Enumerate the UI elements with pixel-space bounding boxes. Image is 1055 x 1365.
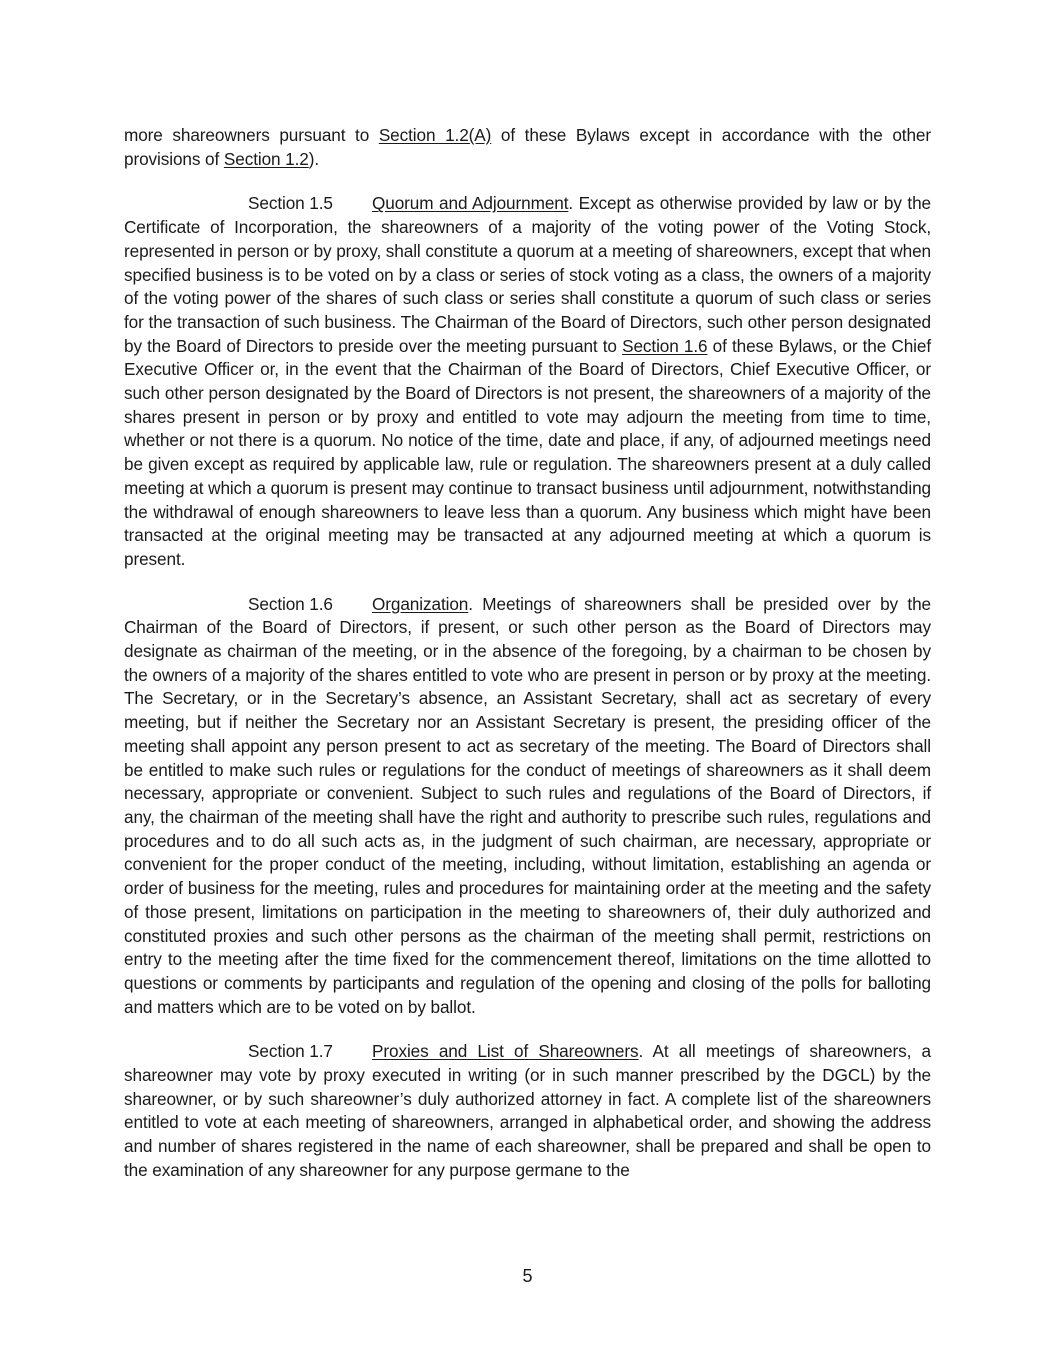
section-reference-link: Section 1.2 [223,148,309,169]
section-1-7-paragraph [124,1040,931,1182]
section-body-text: . Meetings of shareowners shall be presided over by the Chairman of the Board of Directors, if present, or such other person as the Board of Directors may designate as chairman of the meeting, or in the absence of the foregoing, by a chairman to be chosen by the owners of a majority of the shares entitled to vote who are present in person or by proxy at the meeting. The Secretary, or in the Secretary’s absence, an Assistant Secretary, shall act as secretary of every meeting, but if neither the Secretary nor an Assistant Secretary is present, the presiding officer of the meeting shall appoint any person present to act as secretary of the meeting. The Board of Directors shall be entitled to make such rules or regulations for the conduct of meetings of shareowners as it shall deem necessary, appropriate or convenient. Subject to such rules and regulations of the Board of Directors, if any, the chairman of the meeting shall have the right and authority to prescribe such rules, regulations and procedures and to do all such acts as, in the judgment of such chairman, are necessary, appropriate or convenient for the proper conduct of the meeting, including, without limitation, establishing an agenda or order of business for the meeting, rules and procedures for maintaining order at the meeting and the safety of those present, limitations on participation in the meeting to shareowners of, their duly authorized and constituted proxies and such other persons as the chairman of the meeting shall permit, restrictions on entry to the meeting after the time fixed for the commencement thereof, limitations on the time allotted to questions or comments by participants and regulation of the opening and closing of the polls for balloting and matters which are to be voted on by ballot. [124,593,931,1017]
intro-text-2: of these Bylaws except in accordance with the other provisions of [124,125,931,169]
section-body-text: of these Bylaws, or the Chief Executive Officer or, in the event that the Chairman of the Board of Directors, Chief Executive Officer, or such other person designated by the Board of Directors is not present, the shareowners of a majority of the shares present in person or by proxy and entitled to vote may adjourn the meeting from time to time, whether or not there is a quorum. No notice of the time, date and place, if any, of adjourned meetings need be given except as required by applicable law, rule or regulation. The shareowners present at a duly called meeting at which a quorum is present may continue to transact business until adjournment, notwithstanding the withdrawal of enough shareowners to leave less than a quorum. Any business which might have been transacted at the original meeting may be transacted at any adjourned meeting at which a quorum is present. [124,335,932,569]
section-number: Section 1.5 [248,193,333,214]
section-reference-link: Section 1.6 [622,335,708,356]
section-number: Section 1.6 [248,593,333,614]
section-number: Section 1.7 [248,1041,333,1062]
section-1-5-paragraph [124,192,931,571]
section-body-text: . Except as otherwise provided by law or by the Certificate of Incorporation, the shareowners of a majority of the voting power of the Voting Stock, represented in person or by proxy, shall constitute a quorum at a meeting of shareowners, except that when specified business is to be voted on by a class or series of stock voting as a class, the owners of a majority of the voting power of the shares of such class or series shall constitute a quorum of such class or series for the transaction of such business. The Chairman of the Board of Directors, such other person designated by the Board of Directors to preside over the meeting pursuant to [124,193,931,356]
section-1-7-header [124,1040,372,1064]
continuation-paragraph [124,124,931,171]
intro-text-1: more shareowners pursuant to [124,125,379,145]
document-page [124,124,931,1204]
section-1-6-paragraph [124,593,931,1020]
section-body-text: . At all meetings of shareowners, a shareowner may vote by proxy executed in writing (or in such manner prescribed by the DGCL) by the shareowner, or by such shareowner’s duly authorized attorney in fact. A complete list of the shareowners entitled to vote at each meeting of shareowners, arranged in alphabetical order, and showing the address and number of shares registered in the name of each shareowner, shall be prepared and shall be open to the examination of any shareowner for any purpose germane to the [124,1041,931,1180]
intro-text-3: ). [308,148,320,169]
section-heading: Quorum and Adjournment [372,193,569,214]
section-heading: Proxies and List of Shareowners [372,1041,639,1062]
section-1-6-header [124,593,372,617]
section-reference-link: Section 1.2(A) [378,125,492,145]
section-heading: Organization [372,593,469,614]
section-1-5-header [124,192,372,216]
page-number: 5 [522,1266,533,1286]
